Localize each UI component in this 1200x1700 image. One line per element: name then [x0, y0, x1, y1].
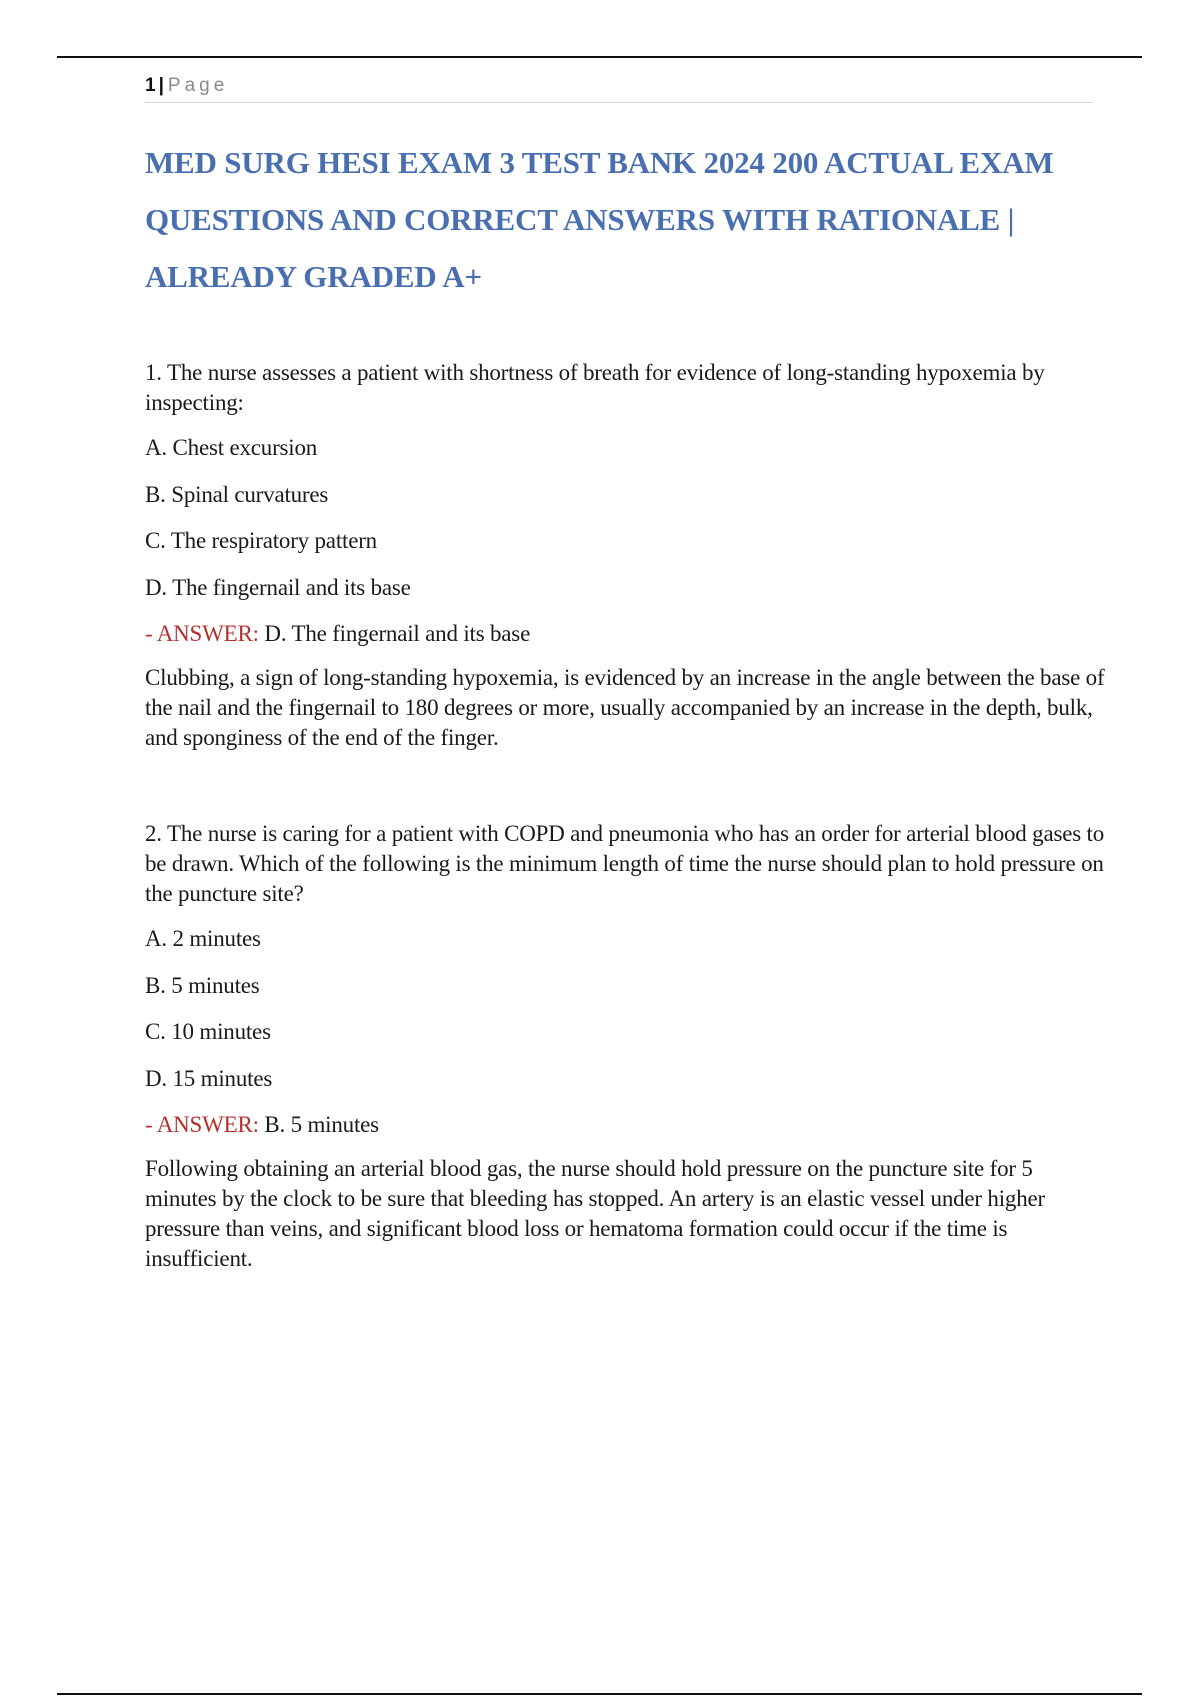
- rationale-text: Following obtaining an arterial blood gas, the nurse should hold pressure on the puncture site for 5 minutes by the clock to be sure that bleeding has stopped. An artery is an elastic vessel under higher pressure than veins, and significant blood loss or hematoma formation could occur if the time is insufficient.: [145, 1156, 1045, 1271]
- answer-label: - ANSWER:: [145, 621, 259, 646]
- page-label: Page: [167, 75, 229, 96]
- bottom-rule: [57, 1693, 1142, 1695]
- option-b: B. 5 minutes: [145, 972, 260, 998]
- question-2: [145, 819, 1105, 1274]
- option-a: A. 2 minutes: [145, 926, 261, 951]
- page-header: [145, 74, 1093, 103]
- answer-value: B. 5 minutes: [264, 1112, 379, 1137]
- option-c: C. 10 minutes: [145, 1019, 271, 1044]
- answer-line: [145, 619, 1105, 649]
- page-number: 1: [145, 75, 156, 96]
- top-rule: [57, 56, 1142, 58]
- option-d: D. 15 minutes: [145, 1065, 273, 1091]
- question-text: 1. The nurse assesses a patient with shortness of breath for evidence of long-standing hypoxemia by inspecting:: [145, 360, 1045, 415]
- document-title: MED SURG HESI EXAM 3 TEST BANK 2024 200 ACTUAL EXAM QUESTIONS AND CORRECT ANSWERS WITH RATIONALE | ALREADY GRADED A+: [145, 145, 1054, 294]
- option-d: D. The fingernail and its base: [145, 574, 411, 600]
- answer-line: [145, 1110, 1105, 1140]
- rationale-text: Clubbing, a sign of long-standing hypoxemia, is evidenced by an increase in the angle between the base of the nail and the fingernail to 180 degrees or more, usually accompanied by an increase in the depth, bulk, and sponginess of the end of the finger.: [145, 665, 1105, 750]
- page-separator: |: [158, 75, 164, 96]
- question-list: [145, 358, 1105, 1274]
- answer-label: - ANSWER:: [145, 1112, 259, 1137]
- answer-value: D. The fingernail and its base: [264, 621, 531, 646]
- option-a: A. Chest excursion: [145, 435, 318, 460]
- question-1: [145, 358, 1105, 753]
- option-b: B. Spinal curvatures: [145, 481, 329, 507]
- option-c: C. The respiratory pattern: [145, 528, 377, 553]
- question-text: 2. The nurse is caring for a patient with COPD and pneumonia who has an order for arterial blood gases to be drawn. Which of the following is the minimum length of time the nurse should plan to hold pressure on the puncture site?: [145, 821, 1105, 906]
